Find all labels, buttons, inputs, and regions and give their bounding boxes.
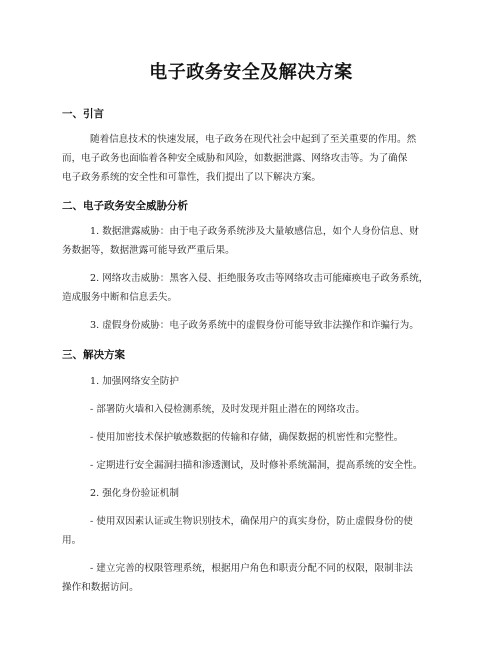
solution-item-2fa-line-1: - 使用双因素认证或生物识别技术，确保用户的真实身份，防止虚假身份的使 — [90, 516, 413, 527]
solution-item-firewall: - 部署防火墙和入侵检测系统，及时发现并阻止潜在的网络攻击。 — [90, 404, 365, 415]
section-heading-threats: 二、电子政务安全威胁分析 — [62, 200, 188, 212]
solution-group-2-title: 2. 强化身份验证机制 — [90, 488, 179, 499]
section-heading-solutions: 三、解决方案 — [62, 349, 125, 361]
solution-item-permissions-line-1: - 建立完善的权限管理系统，根据用户角色和职责分配不同的权限，限制非法 — [90, 563, 413, 574]
solution-item-scanning: - 定期进行安全漏洞扫描和渗透测试，及时修补系统漏洞，提高系统的安全性。 — [90, 460, 423, 471]
intro-line-1: 随着信息技术的快速发展，电子政务在现代社会中起到了至关重要的作用。然 — [90, 134, 417, 145]
threat-item-1-line-1: 1. 数据泄露威胁：由于电子政务系统涉及大量敏感信息，如个人身份信息、财 — [90, 226, 419, 237]
solution-item-permissions-line-2: 操作和数据访问。 — [62, 582, 139, 593]
section-heading-intro: 一、引言 — [62, 108, 104, 120]
intro-line-3: 电子政务系统的安全性和可靠性，我们提出了以下解决方案。 — [62, 172, 322, 183]
threat-item-1-line-2: 务数据等，数据泄露可能导致严重后果。 — [62, 245, 235, 256]
threat-item-2-line-2: 造成服务中断和信息丢失。 — [62, 292, 178, 303]
document-title: 电子政务安全及解决方案 — [149, 62, 353, 83]
intro-line-2: 而，电子政务也面临着各种安全威胁和风险，如数据泄露、网络攻击等。为了确保 — [62, 153, 408, 164]
solution-item-2fa-line-2: 用。 — [62, 535, 82, 546]
threat-item-2-line-1: 2. 网络攻击威胁：黑客入侵、拒绝服务攻击等网络攻击可能瘫痪电子政务系统， — [90, 273, 429, 284]
solution-group-1-title: 1. 加强网络安全防护 — [90, 376, 179, 387]
solution-item-encryption: - 使用加密技术保护敏感数据的传输和存储，确保数据的机密性和完整性。 — [90, 432, 404, 443]
threat-item-3-line-1: 3. 虚假身份威胁：电子政务系统中的虚假身份可能导致非法操作和诈骗行为。 — [90, 320, 419, 331]
